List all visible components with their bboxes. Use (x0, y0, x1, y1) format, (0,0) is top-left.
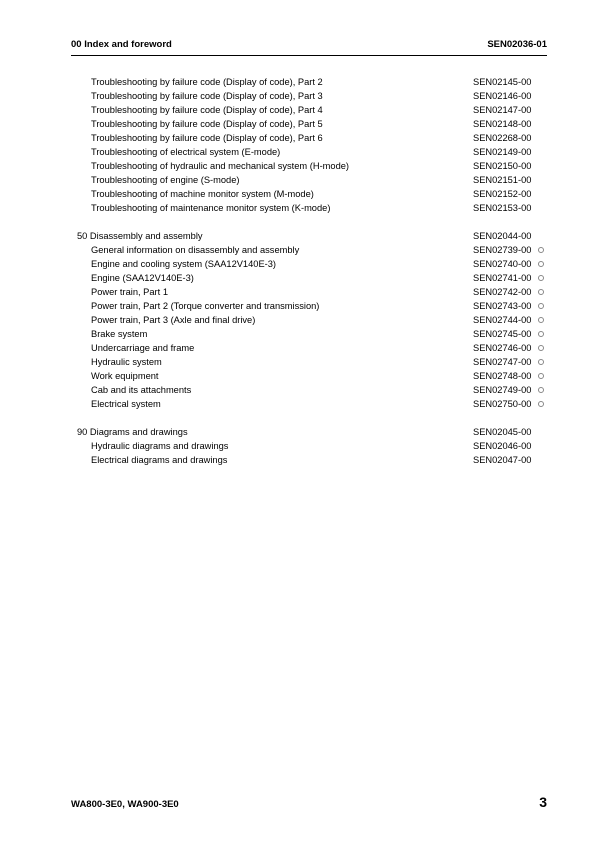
toc-entry-title: Troubleshooting of engine (S-mode) (91, 175, 240, 185)
toc-entry-title: Engine (SAA12V140E-3) (91, 273, 194, 283)
toc-entry-row (71, 271, 547, 285)
toc-entry-title: Troubleshooting by failure code (Display of code), Part 4 (91, 105, 323, 115)
toc-entry-row (71, 103, 547, 117)
toc-entry-title: Power train, Part 3 (Axle and final drive) (91, 315, 256, 325)
toc-entry-row (71, 117, 547, 131)
toc-entry-code: SEN02742-00 (473, 287, 532, 297)
toc-entry-row (71, 299, 547, 313)
page-number: 3 (539, 794, 547, 810)
toc-entry-row (71, 453, 547, 467)
toc-entry-code: SEN02744-00 (473, 315, 532, 325)
toc-entry-code: SEN02741-00 (473, 273, 532, 283)
toc-entry-code: SEN02749-00 (473, 385, 532, 395)
toc-entry-title: Electrical system (91, 399, 161, 409)
toc-entry-title: Troubleshooting of machine monitor system (M-mode) (91, 189, 314, 199)
toc-entry-title: General information on disassembly and assembly (91, 245, 300, 255)
toc-entry-row (71, 89, 547, 103)
header-divider (71, 55, 547, 56)
toc-entry-code: SEN02745-00 (473, 329, 532, 339)
toc-entry-title: Brake system (91, 329, 148, 339)
circle-mark-icon (537, 271, 544, 285)
header-section-title: 00 Index and foreword (71, 39, 172, 50)
page-header (71, 39, 547, 53)
circle-mark-icon (537, 327, 544, 341)
toc-entry-code: SEN02152-00 (473, 189, 532, 199)
toc-entry-title: Power train, Part 2 (Torque converter and transmission) (91, 301, 320, 311)
toc-entry-title: Troubleshooting by failure code (Display of code), Part 3 (91, 91, 323, 101)
toc-entry-title: Electrical diagrams and drawings (91, 455, 228, 465)
toc-section-row (71, 425, 547, 439)
toc-entry-code: SEN02045-00 (473, 427, 532, 437)
toc-entry-row (71, 131, 547, 145)
toc-entry-title: Troubleshooting by failure code (Display of code), Part 6 (91, 133, 323, 143)
toc-entry-row (71, 397, 547, 411)
circle-mark-icon (537, 383, 544, 397)
toc-entry-code: SEN02046-00 (473, 441, 532, 451)
toc-entry-row (71, 145, 547, 159)
toc-entry-row (71, 383, 547, 397)
toc-entry-title: 90 Diagrams and drawings (77, 427, 188, 437)
toc-entry-code: SEN02146-00 (473, 91, 532, 101)
circle-mark-icon (537, 285, 544, 299)
toc-entry-row (71, 355, 547, 369)
toc-entry-title: Troubleshooting by failure code (Display of code), Part 2 (91, 77, 323, 87)
toc-entry-code: SEN02743-00 (473, 301, 532, 311)
toc-entry-code: SEN02153-00 (473, 203, 532, 213)
toc-entry-code: SEN02047-00 (473, 455, 532, 465)
toc-entry-row (71, 327, 547, 341)
toc-entry-row (71, 341, 547, 355)
circle-mark-icon (537, 257, 544, 271)
toc-entry-row (71, 439, 547, 453)
toc-entry-row (71, 201, 547, 215)
toc-entry-code: SEN02748-00 (473, 371, 532, 381)
toc-entry-row (71, 187, 547, 201)
toc-entry-title: Cab and its attachments (91, 385, 192, 395)
toc-entry-code: SEN02151-00 (473, 175, 532, 185)
toc-entry-title: Troubleshooting by failure code (Display of code), Part 5 (91, 119, 323, 129)
page-footer (71, 794, 547, 810)
toc-entry-code: SEN02148-00 (473, 119, 532, 129)
toc-entry-row (71, 369, 547, 383)
toc-entry-title: Hydraulic system (91, 357, 162, 367)
toc-entry-title: Power train, Part 1 (91, 287, 168, 297)
toc-entry-row (71, 75, 547, 89)
toc-entry-code: SEN02740-00 (473, 259, 532, 269)
toc-entry-row (71, 257, 547, 271)
toc-entry-title: Troubleshooting of maintenance monitor system (K-mode) (91, 203, 331, 213)
toc-entry-code: SEN02147-00 (473, 105, 532, 115)
circle-mark-icon (537, 299, 544, 313)
toc-entry-title: Hydraulic diagrams and drawings (91, 441, 229, 451)
toc-entry-title: Undercarriage and frame (91, 343, 195, 353)
toc-entry-row (71, 159, 547, 173)
toc-entry-title: Work equipment (91, 371, 159, 381)
table-of-contents (71, 75, 547, 467)
toc-entry-code: SEN02149-00 (473, 147, 532, 157)
toc-entry-title: Engine and cooling system (SAA12V140E-3) (91, 259, 277, 269)
toc-entry-row (71, 243, 547, 257)
circle-mark-icon (537, 313, 544, 327)
toc-entry-title: Troubleshooting of electrical system (E-mode) (91, 147, 281, 157)
toc-entry-code: SEN02747-00 (473, 357, 532, 367)
toc-entry-code: SEN02750-00 (473, 399, 532, 409)
toc-entry-code: SEN02739-00 (473, 245, 532, 255)
toc-entry-row (71, 285, 547, 299)
circle-mark-icon (537, 243, 544, 257)
circle-mark-icon (537, 355, 544, 369)
toc-entry-code: SEN02150-00 (473, 161, 532, 171)
toc-entry-code: SEN02746-00 (473, 343, 532, 353)
header-document-number: SEN02036-01 (487, 39, 547, 50)
circle-mark-icon (537, 341, 544, 355)
footer-model: WA800-3E0, WA900-3E0 (71, 799, 179, 810)
toc-entry-title: Troubleshooting of hydraulic and mechanical system (H-mode) (91, 161, 350, 171)
toc-entry-code: SEN02145-00 (473, 77, 532, 87)
toc-entry-row (71, 313, 547, 327)
toc-section-row (71, 229, 547, 243)
circle-mark-icon (537, 369, 544, 383)
toc-entry-row (71, 173, 547, 187)
toc-entry-code: SEN02044-00 (473, 231, 532, 241)
toc-entry-code: SEN02268-00 (473, 133, 532, 143)
circle-mark-icon (537, 397, 544, 411)
toc-entry-title: 50 Disassembly and assembly (77, 231, 203, 241)
